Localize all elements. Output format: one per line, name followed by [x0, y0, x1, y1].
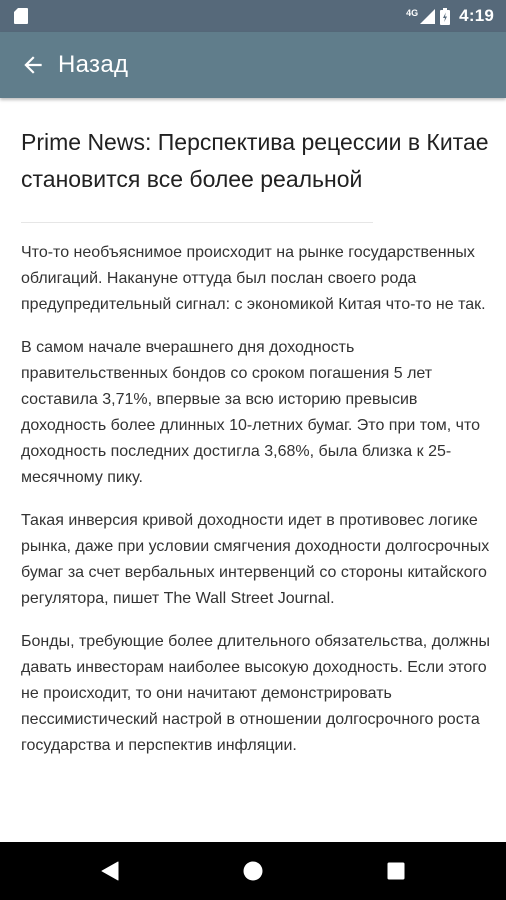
article-content[interactable]: [0, 98, 506, 842]
article-paragraph: В самом начале вчерашнего дня доходность правительственных бондов со сроком погашения 5 лет составила 3,71%, впервые за всю историю превысив доходность более длинных 10-летних бумаг. Это при том, что доходность последних достигла 3,68%, была близка к 25-месячному пику.: [21, 339, 481, 486]
nav-home-button[interactable]: [223, 842, 283, 900]
title-divider: [21, 222, 373, 223]
home-circle-icon: [243, 861, 263, 881]
back-button[interactable]: [0, 32, 144, 98]
article-paragraph: Что-то необъяснимое происходит на рынке государственных облигаций. Накануне оттуда был послан своего рода предупредительный сигнал: с экономикой Китая что-то не так.: [21, 244, 486, 313]
sd-card-icon: [14, 8, 28, 24]
signal-icon: [420, 9, 435, 24]
status-time: 4:19: [459, 6, 494, 25]
article-paragraph: Такая инверсия кривой доходности идет в противовес логике рынка, даже при условии смягчения доходности долгосрочных бумаг за счет вербальных интервенций со стороны китайского регулятора, пишет The Wall Street Journal.: [21, 512, 490, 607]
nav-recents-button[interactable]: [366, 842, 426, 900]
back-triangle-icon: [101, 861, 119, 881]
network-type-label: 4G: [406, 8, 419, 18]
article-body: [21, 240, 491, 776]
recents-square-icon: [387, 862, 405, 880]
nav-back-button[interactable]: [80, 842, 140, 900]
status-bar: [0, 0, 506, 32]
article-paragraph: Бонды, требующие более длительного обязательства, должны давать инвесторам наиболее высокую доходность. Если этого не происходит, то они начитают демонстрировать пессимистический настрой в отношении долгосрочного роста государства и перспектив инфляции.: [21, 633, 490, 754]
battery-icon: [440, 8, 450, 25]
article-title: Prime News: Перспектива рецессии в Китае становится все более реальной: [21, 129, 489, 192]
navigation-bar: [0, 842, 506, 900]
status-indicators: [406, 0, 494, 32]
arrow-left-icon: [20, 52, 46, 78]
app-bar: [0, 32, 506, 98]
back-button-label: Назад: [58, 51, 129, 78]
